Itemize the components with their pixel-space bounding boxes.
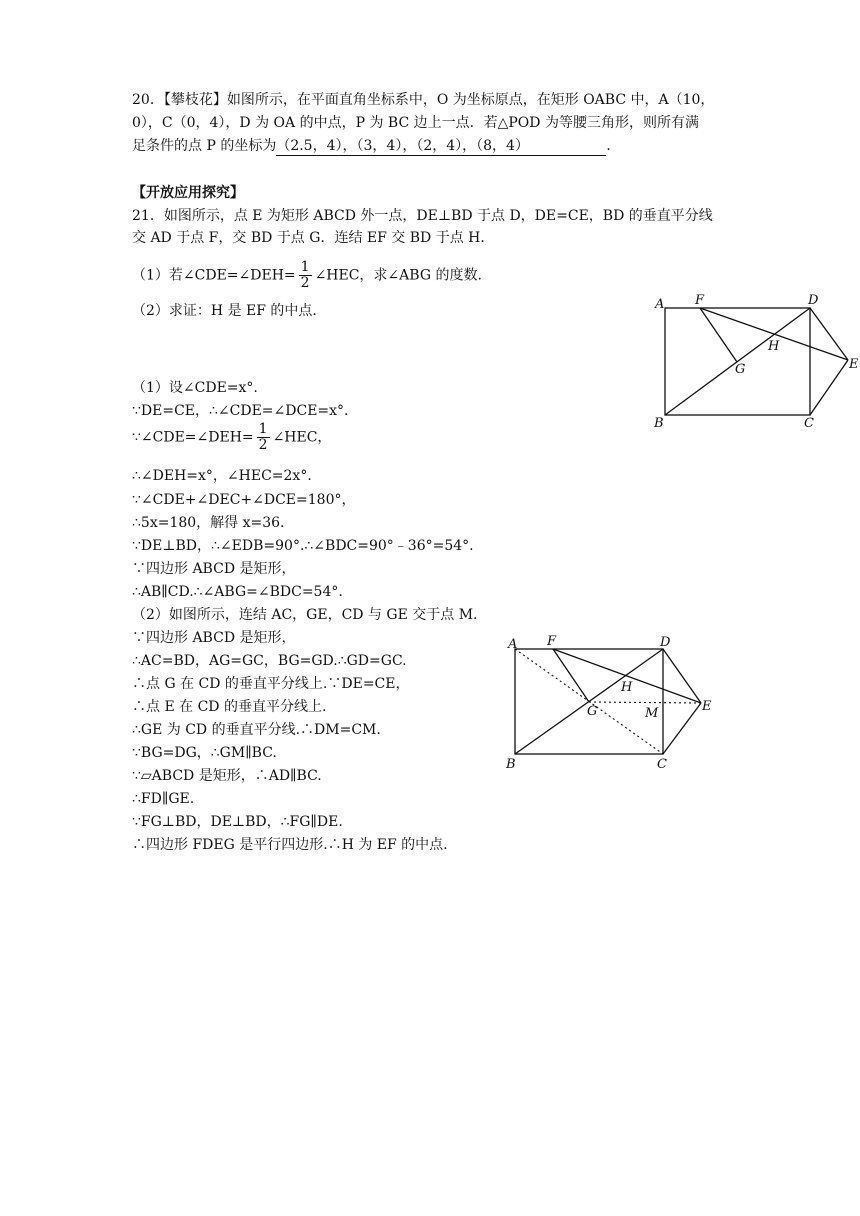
q21-part-2: （2）求证：H 是 EF 的中点． [132, 303, 327, 319]
label-d-2: D [660, 635, 671, 650]
solution-line-9: ∴AB∥CD.∴∠ABG=∠BDC=54°. [132, 584, 343, 600]
segment-fg-2 [553, 649, 589, 702]
solution-line-8: ∵四边形 ABCD 是矩形， [132, 561, 296, 577]
solution-line-12: ∴AC=BD，AG=GC，BG=GD.∴GD=GC. [132, 653, 407, 669]
q20-line-3 [132, 136, 620, 156]
solution-line-15: ∴GE 为 CD 的垂直平分线.∴DM=CM. [132, 722, 381, 738]
solution-line-16: ∵BG=DG，∴GM∥BC. [132, 745, 277, 761]
q20-answer: （2.5，4），（3，4），（2，4），（8，4） [276, 137, 606, 156]
fraction-denominator: 2 [300, 275, 310, 291]
solution-line-4: ∴∠DEH=x°，∠HEC=2x°. [132, 468, 312, 484]
geometry-figure-2 [500, 628, 722, 780]
fraction-numerator: 1 [300, 259, 310, 275]
solution-line-13: ∴点 G 在 CD 的垂直平分线上.∵DE=CE， [132, 676, 410, 692]
segment-fg [700, 308, 737, 362]
label-c: C [804, 416, 814, 431]
label-g: G [735, 362, 746, 377]
fraction-denominator-2: 2 [258, 437, 268, 453]
label-h-2: H [621, 680, 633, 695]
solution-line-2: ∵DE=CE，∴∠CDE=∠DCE=x°. [132, 403, 349, 419]
q21-part-1 [132, 260, 482, 291]
geometry-figure-1 [640, 288, 860, 440]
solution-line-1: （1）设∠CDE=x°. [132, 380, 258, 396]
figure-1-lines [665, 308, 848, 415]
label-g-2: G [587, 704, 598, 719]
label-b: B [654, 416, 664, 431]
q21-line-2: 交 AD 于点 F，交 BD 于点 G．连结 EF 交 BD 于点 H． [132, 230, 495, 246]
solution-line-3-prefix: ∵∠CDE=∠DEH= [132, 429, 254, 446]
q20-line-3-prefix: 足条件的点 P 的坐标为 [132, 138, 277, 154]
figure-2-dotted-lines [515, 649, 701, 754]
label-f: F [695, 293, 705, 308]
q21-part-1-suffix: ∠HEC，求∠ABG 的度数. [314, 267, 482, 284]
label-e: E [849, 357, 859, 372]
label-a: A [655, 297, 665, 312]
solution-line-11: ∵四边形 ABCD 是矩形， [132, 630, 296, 646]
label-h: H [768, 339, 780, 354]
solution-line-5: ∵∠CDE+∠DEC+∠DCE=180°， [132, 492, 356, 508]
label-d: D [808, 293, 819, 308]
solution-line-19: ∵FG⊥BD，DE⊥BD，∴FG∥DE. [132, 814, 343, 830]
solution-line-3 [132, 422, 331, 453]
segment-de-2 [663, 649, 701, 703]
label-a-2: A [508, 637, 518, 652]
q20-line-1: 20．【攀枝花】如图所示，在平面直角坐标系中，O 为坐标原点，在矩形 OABC 中，A（10， [132, 92, 715, 108]
label-f-2: F [547, 634, 557, 649]
q20-line-2: 0），C（0，4），D 为 OA 的中点，P 为 BC 边上一点．若△POD 为等腰三角形，则所有满 [132, 115, 699, 131]
solution-line-3-suffix: ∠HEC， [272, 429, 332, 446]
label-c-2: C [657, 757, 667, 772]
solution-line-6: ∴5x=180，解得 x=36. [132, 515, 285, 531]
segment-ce [810, 360, 848, 415]
solution-line-20: ∴四边形 FDEG 是平行四边形.∴H 为 EF 的中点. [132, 837, 448, 853]
fraction-half [299, 260, 312, 291]
segment-ge-dotted [589, 702, 701, 703]
segment-ce-2 [663, 703, 701, 754]
q21-part-1-prefix: （1）若∠CDE=∠DEH= [132, 267, 296, 284]
label-e-2: E [702, 699, 712, 714]
solution-line-17: ∵▱ABCD 是矩形，∴AD∥BC. [132, 768, 322, 784]
solution-line-14: ∴点 E 在 CD 的垂直平分线上. [132, 699, 327, 715]
solution-line-18: ∴FD∥GE. [132, 791, 195, 807]
fraction-numerator-2: 1 [258, 421, 268, 437]
solution-line-7: ∵DE⊥BD，∴∠EDB=90°.∴∠BDC=90°﹣36°=54°. [132, 538, 474, 554]
q20-line-3-suffix: ． [606, 138, 621, 154]
segment-de [810, 308, 848, 360]
q21-line-1: 21．如图所示，点 E 为矩形 ABCD 外一点，DE⊥BD 于点 D，DE=CE，BD 的垂直平分线 [132, 208, 713, 224]
fraction-half-2 [257, 422, 270, 453]
solution-line-10: （2）如图所示，连结 AC，GE，CD 与 GE 交于点 M. [132, 607, 478, 623]
label-m-2: M [645, 706, 659, 721]
figure-2-lines [515, 649, 701, 754]
label-b-2: B [506, 757, 516, 772]
section-title: 【开放应用探究】 [132, 185, 244, 201]
